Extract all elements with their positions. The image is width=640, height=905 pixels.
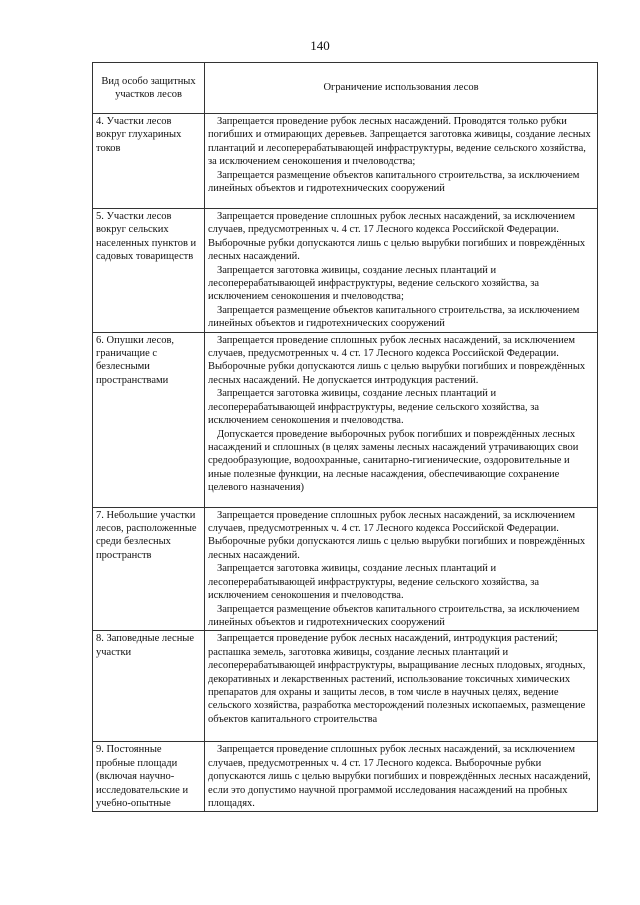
- restrictions-cell: [205, 631, 598, 742]
- restriction-paragraph: Запрещается размещение объектов капитального строительства, за исключением линейных объектов и гидротехнических сооружений: [208, 169, 580, 195]
- restrictions-cell: [205, 742, 598, 812]
- restriction-paragraph: Запрещается заготовка живицы, создание лесных плантаций и лесоперерабатывающей инфраструктуры, ведение сельского хозяйства, за исключением сенокошения и пчеловодства;: [208, 264, 540, 303]
- restriction-paragraph: Запрещается заготовка живицы, создание лесных плантаций и лесоперерабатывающей инфраструктуры, ведение сельского хозяйства, за исключением сенокошения и пчеловодства.: [208, 563, 540, 602]
- restrictions-cell: [205, 507, 598, 631]
- area-type-cell: 7. Небольшие участки лесов, расположенные среди безлесных пространств: [93, 507, 205, 631]
- area-type-cell: 9. Постоянные пробные площади (включая научно-исследовательские и учебно-опытные: [93, 742, 205, 812]
- table-row: [93, 742, 598, 812]
- restriction-paragraph: Запрещается проведение рубок лесных насаждений, интродукция растений; распашка земель, заготовка живицы, создание лесных плантаций и лесоперерабатывающей инфраструктуры, выращивание лесных плодовых, ягодных, декоративных и лекарственных растений, использование токсичных химических препаратов для охраны и защиты лесов, в том числе в научных целях, ведение сельского хозяйства, разработка месторождений полезных ископаемых, размещение объектов капитального строительства: [208, 633, 586, 725]
- restrictions-cell: [205, 209, 598, 333]
- restrictions-cell: [205, 332, 598, 507]
- restriction-paragraph: Запрещается размещение объектов капитального строительства, за исключением линейных объектов и гидротехнических сооружений: [208, 603, 580, 628]
- restrictions-table: [92, 62, 598, 812]
- page-number: 140: [310, 38, 330, 53]
- restriction-paragraph: Запрещается проведение сплошных рубок лесных насаждений, за исключением случаев, предусмотренных ч. 4 ст. 17 Лесного кодекса Российской Федерации. Выборочные рубки допускаются лишь с целью вырубки погибших и повреждённых лесных насаждений.: [208, 211, 586, 263]
- column-header-restrictions: Ограничение использования лесов: [205, 63, 598, 114]
- table-row: [93, 332, 598, 507]
- restrictions-cell: [205, 114, 598, 209]
- table-row: [93, 631, 598, 742]
- restriction-paragraph: Допускается проведение выборочных рубок погибших и повреждённых лесных насаждений и сплошных (в целях замены лесных насаждений утрачивающих свои средообразующие, водоохранные, санитарно-гигиенические, оздоровительные и иные полезные функции, на лесные насаждения, обеспечивающие сохранение целевого назначения): [208, 428, 579, 494]
- table-row: [93, 507, 598, 631]
- table-row: [93, 209, 598, 333]
- restriction-paragraph: Запрещается проведение сплошных рубок лесных насаждений, за исключением случаев, предусмотренных ч. 4 ст. 17 Лесного кодекса. Выборочные рубки допускаются лишь с целью вырубки погибших и повреждённых лесных насаждений, если это допустимо научной программой исследования насаждений на пробных площадях.: [208, 744, 591, 809]
- column-header-area-type: Вид особо защитных участков лесов: [93, 63, 205, 114]
- area-type-cell: 6. Опушки лесов, граничащие с безлесными пространствами: [93, 332, 205, 507]
- area-type-cell: 4. Участки лесов вокруг глухариных токов: [93, 114, 205, 209]
- restriction-paragraph: Запрещается проведение сплошных рубок лесных насаждений, за исключением случаев, предусмотренных ч. 4 ст. 17 Лесного кодекса Российской Федерации. Выборочные рубки допускаются лишь с целью вырубки погибших и повреждённых лесных насаждений.: [208, 509, 586, 561]
- restriction-paragraph: Запрещается проведение сплошных рубок лесных насаждений, за исключением случаев, предусмотренных ч. 4 ст. 17 Лесного кодекса Российской Федерации. Выборочные рубки допускаются лишь с целью вырубки погибших и повреждённых лесных насаждений. Не допускается интродукция растений.: [208, 334, 586, 386]
- restriction-paragraph: Запрещается проведение рубок лесных насаждений. Проводятся только рубки погибших и отмирающих деревьев. Запрещается заготовка живицы, создание лесных плантаций и лесоперерабатывающей инфраструктуры, ведение сельского хозяйства, за исключением сенокошения и пчеловодства;: [208, 116, 591, 168]
- table-row: [93, 114, 598, 209]
- restriction-paragraph: Запрещается размещение объектов капитального строительства, за исключением линейных объектов и гидротехнических сооружений: [208, 304, 580, 330]
- area-type-cell: 8. Заповедные лесные участки: [93, 631, 205, 742]
- table-header-row: [93, 63, 598, 114]
- restriction-paragraph: Запрещается заготовка живицы, создание лесных плантаций и лесоперерабатывающей инфраструктуры, ведение сельского хозяйства, за исключением сенокошения и пчеловодства.: [208, 388, 540, 427]
- area-type-cell: 5. Участки лесов вокруг сельских населенных пунктов и садовых товариществ: [93, 209, 205, 333]
